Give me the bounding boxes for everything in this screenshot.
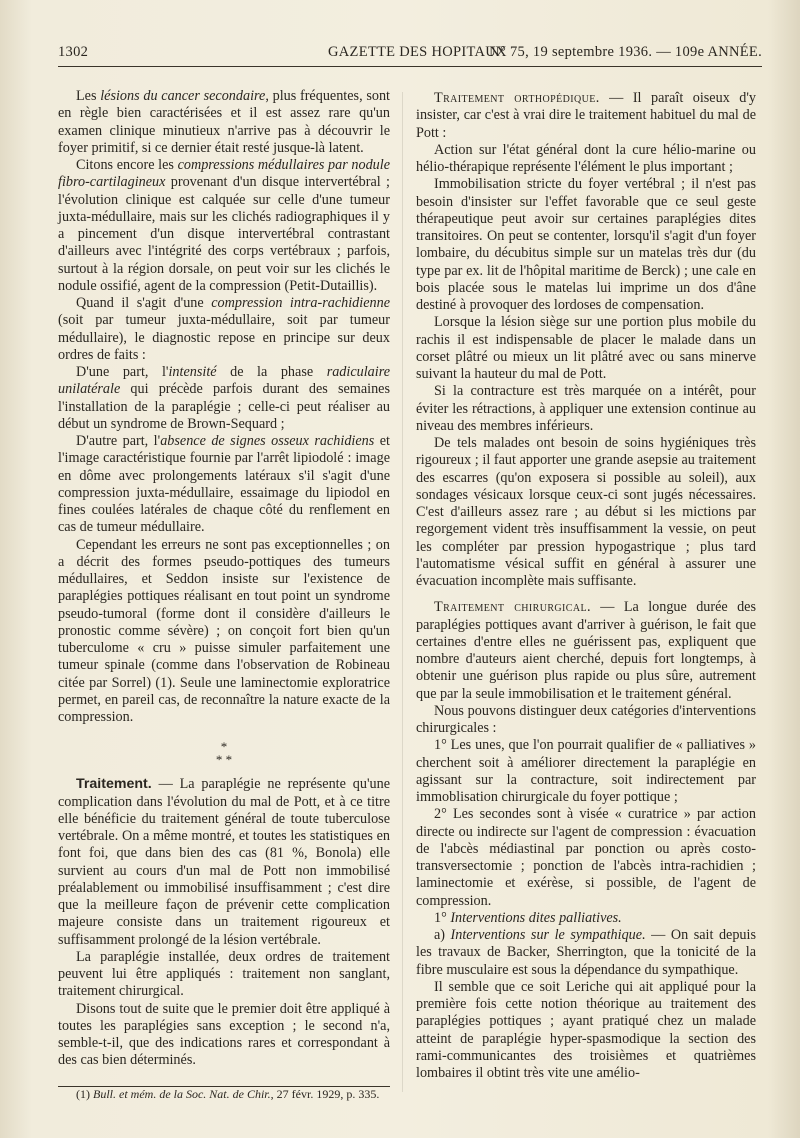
text: (1) xyxy=(76,1086,93,1101)
paragraph: Cependant les erreurs ne sont pas exceptionnelles ; on a décrit des formes pseudo-pottiques des tumeurs médullaires, et Seddon insiste sur l'existence de paraplégies pottiques réalisant en tout point un syndrome pseudo-tumoral (forme dont il considère d'ailleurs le pronostic comme sévère) ; on conçoit fort bien qu'un tuberculome « cru » puisse simuler parfaitement une tumeur spinale (comme dans l'observation de Robineau citée par Sorrel) (1). Seule une laminectomie exploratrice permet, en pareil cas, de reconnaître la nature exacte de la compression. xyxy=(58,536,390,725)
asterism-text: * * * xyxy=(215,739,233,768)
paragraph: Il semble que ce soit Leriche qui ait appliqué pour la première fois cette notion théorique au traitement des paraplégies pottiques ; ayant pratiqué chez un malade atteint de paraplégie hyper-spasmodique la section des rami-communicantes des troisièmes et quatrièmes lombaires il obtint très vite une amélio- xyxy=(416,978,756,1081)
text: 1° xyxy=(434,909,451,926)
paragraph: Action sur l'état général dont la cure hélio-marine ou hélio-thérapique représente l'élément le plus important ; xyxy=(416,141,756,175)
text: — On sait depuis les travaux de Backer, Sherrington, que la tonicité de la fibre musculaire est sous la dépendance du sympathique. xyxy=(416,927,756,978)
italic-text: radiculaire unilatérale xyxy=(58,364,390,398)
column-divider xyxy=(402,92,403,1092)
paragraph: Immobilisation stricte du foyer vertébral ; il n'est pas besoin d'insister sur l'effet favorable que ce seul geste thérapeutique peut avoir sur certaines paraplégies dites transitoires. On peut se contenter, lorsqu'il s'agit d'un foyer lombaire, du décubitus simple sur un matelas très dur (du type par ex. lit de l'hôpital maritime de Berck) ; une cale en bois placée sous le matelas lui imprime un dos d'âne destiné à provoquer des lordoses de compensation. xyxy=(416,176,756,313)
paragraph xyxy=(58,433,390,537)
section-heading-traitement: Traitement. xyxy=(76,776,152,793)
left-column xyxy=(58,88,390,1101)
paragraph: La paraplégie installée, deux ordres de traitement peuvent lui être appliqués : traitement non sanglant, traitement chirurgical. xyxy=(58,948,390,1000)
issue-info: N° 75, 19 septembre 1936. — 109e ANNÉE. xyxy=(489,44,762,60)
text: qui précède parfois durant des semaines l'installation de la paraplégie ; celle-ci peut réaliser au début un syndrome de Brown-Sequard ; xyxy=(58,381,390,432)
paragraph xyxy=(58,157,390,295)
italic-text: Bull. et mém. de la Soc. Nat. de Chir. xyxy=(93,1086,271,1101)
italic-text: lésions du cancer secondaire xyxy=(100,88,266,104)
text: (soit par tumeur juxta-médullaire, soit par tumeur médullaire), le diagnostic repose en principe sur deux ordres de faits : xyxy=(58,312,390,363)
italic-text: Interventions sur le sympathique. xyxy=(450,927,646,943)
paragraph xyxy=(58,295,390,364)
text: provenant d'un disque intervertébral ; l'évolution clinique est calquée sur celle d'une tumeur juxta-médullaire, mais sur les clichés radiographiques il y a pincement d'un disque intervertébral contrastant d'ailleurs avec l'intégrité des corps vertébraux ; parfois, surtout à la région dorsale, on peut voir sur les clichés le nodule ossifié, agent de la compression (Petit-Dutaillis). xyxy=(58,174,390,294)
paragraph: 2° Les secondes sont à visée « curatrice » par action directe ou indirecte sur l'agent de compression : évacuation de l'abcès médiastinal par ponction ou après costo-transversectomie ; ponction de l'abcès intra-rachidien ; laminectomie et exérèse, si possible, de l'agent de compression. xyxy=(416,806,756,909)
paragraph xyxy=(416,90,756,142)
italic-text: compressions médullaires par nodule fibro-cartilagineux xyxy=(58,157,390,191)
page-number: 1302 xyxy=(58,44,89,60)
section-heading-chirurgical: Traitement chirurgical. xyxy=(434,599,591,616)
paragraph: De tels malades ont besoin de soins hygiéniques très rigoureux ; il faut apporter une grande asepsie au traitement des escarres (qu'on exposera si possible au soleil), aux sondages vésicaux lorsque ceux-ci sont jugés nécessaires. C'est d'ailleurs assez rare ; au début si les mictions par regorgement vident très insuffisamment la vessie, on peut les compléter par pression hypogastrique ; plus tard l'automatisme vésical suffit en général à assurer une évacuation incomplète mais suffisante. xyxy=(416,435,756,589)
text: , plus fréquentes, sont en règle bien caractérisées et il est assez rare qu'un examen clinique minutieux n'arrive pas à découvrir le foyer primitif, si ce dernier était resté jusque-là latent. xyxy=(58,88,390,156)
text: Quand il s'agit d'une xyxy=(76,295,212,311)
italic-text: Interventions dites palliatives. xyxy=(450,909,622,926)
paragraph xyxy=(58,776,390,949)
paragraph: Nous pouvons distinguer deux catégories d'interventions chirurgicales : xyxy=(416,702,756,736)
paragraph xyxy=(416,910,756,927)
text: , 27 févr. 1929, p. 335. xyxy=(270,1086,380,1101)
italic-text: intensité xyxy=(168,364,217,380)
section-asterism xyxy=(58,740,390,766)
paragraph xyxy=(58,364,390,433)
footnote xyxy=(58,1087,390,1101)
text: D'autre part, l' xyxy=(76,433,161,449)
paragraph xyxy=(416,927,756,979)
running-header xyxy=(58,44,762,66)
text: de la phase xyxy=(216,364,327,380)
paragraph: 1° Les unes, que l'on pourrait qualifier de « palliatives » cherchent soit à améliorer directement la paraplégie en agissant sur la contracture, soit indirectement par immoblisation chirurgicale du foyer pottique ; xyxy=(416,737,756,805)
header-rule xyxy=(58,66,762,67)
italic-text: absence de signes osseux rachidiens xyxy=(160,433,375,449)
text: Les xyxy=(76,88,101,104)
paragraph: Si la contracture est très marquée on a intérêt, pour éviter les rétractions, à appliquer une extension continue au niveau des membres inférieurs. xyxy=(416,383,756,434)
text: — Il paraît oiseux d'y insister, car c'est à vrai dire le traitement habituel du mal de Pott : xyxy=(416,90,757,141)
text: Citons encore les xyxy=(76,157,178,173)
text: D'une part, l' xyxy=(76,364,169,380)
paragraph: Lorsque la lésion siège sur une portion plus mobile du rachis il est indispensable de placer le malade dans un corset plâtré ou mieux un lit plâtré avec ou sans minerve suivant la hauteur du mal de Pott. xyxy=(416,314,756,382)
paragraph xyxy=(416,599,756,703)
paragraph: Disons tout de suite que le premier doit être appliqué à toutes les paraplégies sans exception ; le second n'a, semble-t-il, que des indications rares et correspondant à des cas bien déterminés. xyxy=(58,1000,390,1069)
text: — La paraplégie ne représente qu'une complication dans l'évolution du mal de Pott, et à ce titre elle bénéficie du traitement général de toute tuberculose vertébrale. On a même montré, et toutes les statistiques en font foi, que dans bien des cas (81 %, Bonola) elle survient au cours d'un mal de Pott non immobilisé préalablement ou immobilisé insuffisamment ; c'est dire que la meilleure façon de prévenir cette complication majeure consiste dans un traitement rigoureux et suffisamment prolongé de la lésion vertébrale. xyxy=(58,776,390,948)
section-heading-orthopedique: Traitement orthopédique. xyxy=(434,90,600,106)
text: et l'image caractéristique fournie par l'arrêt lipiodolé : image en dôme avec prolongements latéraux s'il s'agit d'une compression juxta-médullaire, essaimage du lipiodol en fines coulées latérales de chaque côté du renflement en cas de tumeur médullaire. xyxy=(58,433,390,536)
text: — La longue durée des paraplégies pottiques avant d'arriver à guérison, le fait que certaines d'entre elles ne guérissent pas, expliquent que nombre d'auteurs aient cherché, depuis fort longtemps, à obtenir une guérison plus rapide ou plus sûre, autrement que par la seule immobilisation et le traitement général. xyxy=(416,599,756,702)
right-column xyxy=(416,90,756,1082)
paragraph xyxy=(58,88,390,157)
italic-text: compression intra-rachidienne xyxy=(211,295,390,311)
journal-title: GAZETTE DES HOPITAUX xyxy=(328,44,507,60)
text: a) xyxy=(434,927,451,943)
